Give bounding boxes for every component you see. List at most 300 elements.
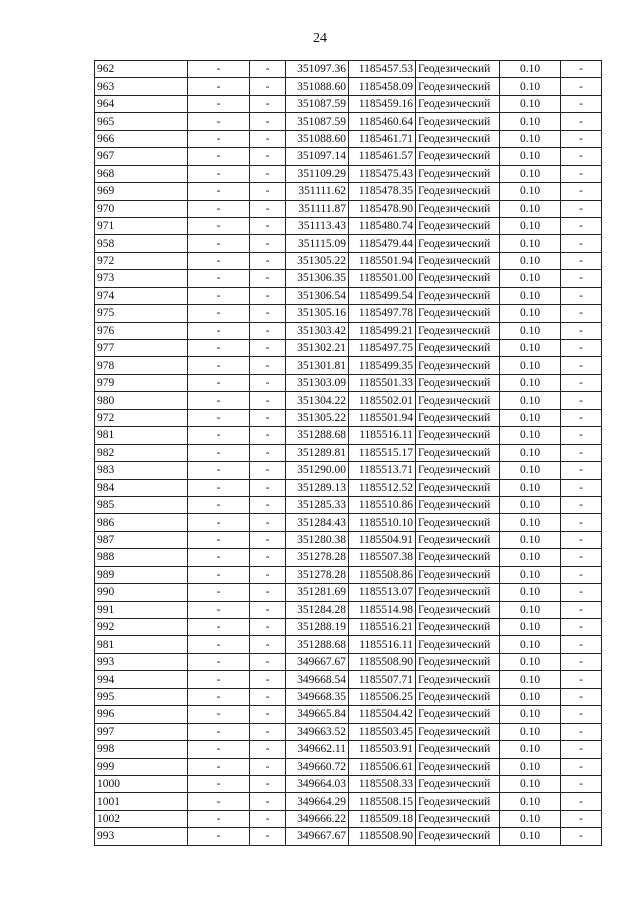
point-number-cell: 973 bbox=[95, 270, 188, 287]
dash-cell: - bbox=[188, 78, 250, 95]
dash-cell: - bbox=[561, 130, 602, 147]
dash-cell: - bbox=[188, 61, 250, 78]
x-coordinate-cell: 349666.22 bbox=[286, 810, 349, 827]
x-coordinate-cell: 351278.28 bbox=[286, 549, 349, 566]
x-coordinate-cell: 349668.54 bbox=[286, 671, 349, 688]
accuracy-cell: 0.10 bbox=[500, 165, 561, 182]
table-row bbox=[95, 252, 602, 269]
point-number-cell: 967 bbox=[95, 148, 188, 165]
method-cell: Геодезический bbox=[416, 270, 500, 287]
dash-cell: - bbox=[250, 444, 286, 461]
dash-cell: - bbox=[561, 514, 602, 531]
dash-cell: - bbox=[250, 706, 286, 723]
x-coordinate-cell: 351278.28 bbox=[286, 566, 349, 583]
dash-cell: - bbox=[188, 374, 250, 391]
dash-cell: - bbox=[188, 305, 250, 322]
accuracy-cell: 0.10 bbox=[500, 810, 561, 827]
dash-cell: - bbox=[188, 165, 250, 182]
point-number-cell: 963 bbox=[95, 78, 188, 95]
y-coordinate-cell: 1185503.45 bbox=[349, 723, 416, 740]
table-row bbox=[95, 758, 602, 775]
method-cell: Геодезический bbox=[416, 671, 500, 688]
dash-cell: - bbox=[561, 531, 602, 548]
y-coordinate-cell: 1185497.78 bbox=[349, 305, 416, 322]
accuracy-cell: 0.10 bbox=[500, 549, 561, 566]
dash-cell: - bbox=[561, 688, 602, 705]
accuracy-cell: 0.10 bbox=[500, 217, 561, 234]
dash-cell: - bbox=[561, 427, 602, 444]
accuracy-cell: 0.10 bbox=[500, 305, 561, 322]
method-cell: Геодезический bbox=[416, 427, 500, 444]
accuracy-cell: 0.10 bbox=[500, 409, 561, 426]
point-number-cell: 981 bbox=[95, 636, 188, 653]
dash-cell: - bbox=[561, 183, 602, 200]
dash-cell: - bbox=[250, 636, 286, 653]
dash-cell: - bbox=[561, 549, 602, 566]
dash-cell: - bbox=[250, 165, 286, 182]
method-cell: Геодезический bbox=[416, 322, 500, 339]
accuracy-cell: 0.10 bbox=[500, 584, 561, 601]
point-number-cell: 966 bbox=[95, 130, 188, 147]
method-cell: Геодезический bbox=[416, 462, 500, 479]
y-coordinate-cell: 1185507.38 bbox=[349, 549, 416, 566]
point-number-cell: 1000 bbox=[95, 775, 188, 792]
table-row bbox=[95, 200, 602, 217]
point-number-cell: 989 bbox=[95, 566, 188, 583]
x-coordinate-cell: 351284.43 bbox=[286, 514, 349, 531]
x-coordinate-cell: 349664.03 bbox=[286, 775, 349, 792]
method-cell: Геодезический bbox=[416, 601, 500, 618]
method-cell: Геодезический bbox=[416, 741, 500, 758]
table-row bbox=[95, 427, 602, 444]
dash-cell: - bbox=[250, 252, 286, 269]
accuracy-cell: 0.10 bbox=[500, 671, 561, 688]
point-number-cell: 983 bbox=[95, 462, 188, 479]
point-number-cell: 998 bbox=[95, 741, 188, 758]
table-row bbox=[95, 305, 602, 322]
dash-cell: - bbox=[250, 235, 286, 252]
dash-cell: - bbox=[188, 392, 250, 409]
dash-cell: - bbox=[188, 688, 250, 705]
dash-cell: - bbox=[561, 61, 602, 78]
x-coordinate-cell: 351303.42 bbox=[286, 322, 349, 339]
dash-cell: - bbox=[250, 462, 286, 479]
method-cell: Геодезический bbox=[416, 95, 500, 112]
accuracy-cell: 0.10 bbox=[500, 113, 561, 130]
method-cell: Геодезический bbox=[416, 183, 500, 200]
table-row bbox=[95, 723, 602, 740]
y-coordinate-cell: 1185508.90 bbox=[349, 828, 416, 845]
dash-cell: - bbox=[561, 305, 602, 322]
method-cell: Геодезический bbox=[416, 758, 500, 775]
dash-cell: - bbox=[188, 810, 250, 827]
point-number-cell: 962 bbox=[95, 61, 188, 78]
dash-cell: - bbox=[250, 130, 286, 147]
point-number-cell: 964 bbox=[95, 95, 188, 112]
dash-cell: - bbox=[188, 462, 250, 479]
point-number-cell: 979 bbox=[95, 374, 188, 391]
dash-cell: - bbox=[188, 130, 250, 147]
dash-cell: - bbox=[188, 723, 250, 740]
accuracy-cell: 0.10 bbox=[500, 252, 561, 269]
dash-cell: - bbox=[561, 479, 602, 496]
accuracy-cell: 0.10 bbox=[500, 130, 561, 147]
accuracy-cell: 0.10 bbox=[500, 636, 561, 653]
y-coordinate-cell: 1185504.91 bbox=[349, 531, 416, 548]
method-cell: Геодезический bbox=[416, 148, 500, 165]
method-cell: Геодезический bbox=[416, 810, 500, 827]
dash-cell: - bbox=[561, 828, 602, 845]
point-number-cell: 990 bbox=[95, 584, 188, 601]
accuracy-cell: 0.10 bbox=[500, 235, 561, 252]
point-number-cell: 980 bbox=[95, 392, 188, 409]
y-coordinate-cell: 1185501.94 bbox=[349, 252, 416, 269]
dash-cell: - bbox=[250, 374, 286, 391]
dash-cell: - bbox=[561, 671, 602, 688]
dash-cell: - bbox=[250, 653, 286, 670]
accuracy-cell: 0.10 bbox=[500, 270, 561, 287]
accuracy-cell: 0.10 bbox=[500, 706, 561, 723]
dash-cell: - bbox=[561, 619, 602, 636]
table-row bbox=[95, 322, 602, 339]
accuracy-cell: 0.10 bbox=[500, 741, 561, 758]
dash-cell: - bbox=[250, 566, 286, 583]
method-cell: Геодезический bbox=[416, 688, 500, 705]
point-number-cell: 984 bbox=[95, 479, 188, 496]
dash-cell: - bbox=[250, 95, 286, 112]
dash-cell: - bbox=[188, 793, 250, 810]
dash-cell: - bbox=[250, 531, 286, 548]
y-coordinate-cell: 1185478.90 bbox=[349, 200, 416, 217]
y-coordinate-cell: 1185501.00 bbox=[349, 270, 416, 287]
dash-cell: - bbox=[561, 113, 602, 130]
dash-cell: - bbox=[250, 828, 286, 845]
dash-cell: - bbox=[188, 444, 250, 461]
point-number-cell: 970 bbox=[95, 200, 188, 217]
x-coordinate-cell: 351088.60 bbox=[286, 130, 349, 147]
dash-cell: - bbox=[188, 357, 250, 374]
dash-cell: - bbox=[250, 270, 286, 287]
x-coordinate-cell: 351113.43 bbox=[286, 217, 349, 234]
accuracy-cell: 0.10 bbox=[500, 793, 561, 810]
y-coordinate-cell: 1185479.44 bbox=[349, 235, 416, 252]
accuracy-cell: 0.10 bbox=[500, 619, 561, 636]
dash-cell: - bbox=[561, 287, 602, 304]
y-coordinate-cell: 1185499.54 bbox=[349, 287, 416, 304]
y-coordinate-cell: 1185516.11 bbox=[349, 636, 416, 653]
method-cell: Геодезический bbox=[416, 444, 500, 461]
dash-cell: - bbox=[561, 374, 602, 391]
dash-cell: - bbox=[561, 444, 602, 461]
y-coordinate-cell: 1185502.01 bbox=[349, 392, 416, 409]
method-cell: Геодезический bbox=[416, 793, 500, 810]
dash-cell: - bbox=[188, 409, 250, 426]
dash-cell: - bbox=[561, 409, 602, 426]
accuracy-cell: 0.10 bbox=[500, 514, 561, 531]
dash-cell: - bbox=[188, 775, 250, 792]
dash-cell: - bbox=[250, 305, 286, 322]
point-number-cell: 969 bbox=[95, 183, 188, 200]
dash-cell: - bbox=[188, 601, 250, 618]
dash-cell: - bbox=[561, 741, 602, 758]
method-cell: Геодезический bbox=[416, 479, 500, 496]
dash-cell: - bbox=[561, 758, 602, 775]
x-coordinate-cell: 349667.67 bbox=[286, 828, 349, 845]
y-coordinate-cell: 1185503.91 bbox=[349, 741, 416, 758]
y-coordinate-cell: 1185509.18 bbox=[349, 810, 416, 827]
dash-cell: - bbox=[250, 148, 286, 165]
method-cell: Геодезический bbox=[416, 340, 500, 357]
method-cell: Геодезический bbox=[416, 828, 500, 845]
x-coordinate-cell: 351288.68 bbox=[286, 427, 349, 444]
dash-cell: - bbox=[250, 113, 286, 130]
dash-cell: - bbox=[561, 148, 602, 165]
point-number-cell: 965 bbox=[95, 113, 188, 130]
y-coordinate-cell: 1185461.71 bbox=[349, 130, 416, 147]
method-cell: Геодезический bbox=[416, 549, 500, 566]
accuracy-cell: 0.10 bbox=[500, 479, 561, 496]
point-number-cell: 972 bbox=[95, 252, 188, 269]
table-row bbox=[95, 340, 602, 357]
accuracy-cell: 0.10 bbox=[500, 183, 561, 200]
method-cell: Геодезический bbox=[416, 584, 500, 601]
y-coordinate-cell: 1185504.42 bbox=[349, 706, 416, 723]
method-cell: Геодезический bbox=[416, 653, 500, 670]
x-coordinate-cell: 351281.69 bbox=[286, 584, 349, 601]
point-number-cell: 995 bbox=[95, 688, 188, 705]
accuracy-cell: 0.10 bbox=[500, 287, 561, 304]
table-row bbox=[95, 601, 602, 618]
y-coordinate-cell: 1185515.17 bbox=[349, 444, 416, 461]
dash-cell: - bbox=[250, 775, 286, 792]
dash-cell: - bbox=[188, 287, 250, 304]
dash-cell: - bbox=[250, 78, 286, 95]
dash-cell: - bbox=[250, 61, 286, 78]
method-cell: Геодезический bbox=[416, 357, 500, 374]
y-coordinate-cell: 1185513.07 bbox=[349, 584, 416, 601]
dash-cell: - bbox=[250, 340, 286, 357]
point-number-cell: 976 bbox=[95, 322, 188, 339]
dash-cell: - bbox=[561, 775, 602, 792]
point-number-cell: 996 bbox=[95, 706, 188, 723]
y-coordinate-cell: 1185459.16 bbox=[349, 95, 416, 112]
dash-cell: - bbox=[188, 235, 250, 252]
dash-cell: - bbox=[561, 706, 602, 723]
point-number-cell: 987 bbox=[95, 531, 188, 548]
method-cell: Геодезический bbox=[416, 235, 500, 252]
dash-cell: - bbox=[250, 688, 286, 705]
x-coordinate-cell: 351285.33 bbox=[286, 496, 349, 513]
table-row bbox=[95, 130, 602, 147]
x-coordinate-cell: 351305.16 bbox=[286, 305, 349, 322]
dash-cell: - bbox=[561, 165, 602, 182]
coordinates-table bbox=[94, 60, 602, 846]
dash-cell: - bbox=[188, 758, 250, 775]
y-coordinate-cell: 1185501.33 bbox=[349, 374, 416, 391]
dash-cell: - bbox=[250, 200, 286, 217]
dash-cell: - bbox=[188, 636, 250, 653]
y-coordinate-cell: 1185514.98 bbox=[349, 601, 416, 618]
dash-cell: - bbox=[188, 514, 250, 531]
x-coordinate-cell: 351111.62 bbox=[286, 183, 349, 200]
y-coordinate-cell: 1185510.86 bbox=[349, 496, 416, 513]
x-coordinate-cell: 351087.59 bbox=[286, 95, 349, 112]
dash-cell: - bbox=[188, 741, 250, 758]
dash-cell: - bbox=[188, 828, 250, 845]
x-coordinate-cell: 351111.87 bbox=[286, 200, 349, 217]
dash-cell: - bbox=[561, 252, 602, 269]
dash-cell: - bbox=[250, 671, 286, 688]
dash-cell: - bbox=[561, 78, 602, 95]
y-coordinate-cell: 1185508.15 bbox=[349, 793, 416, 810]
accuracy-cell: 0.10 bbox=[500, 444, 561, 461]
y-coordinate-cell: 1185460.64 bbox=[349, 113, 416, 130]
table-row bbox=[95, 741, 602, 758]
x-coordinate-cell: 351097.36 bbox=[286, 61, 349, 78]
x-coordinate-cell: 351303.09 bbox=[286, 374, 349, 391]
x-coordinate-cell: 349660.72 bbox=[286, 758, 349, 775]
dash-cell: - bbox=[188, 549, 250, 566]
dash-cell: - bbox=[561, 584, 602, 601]
dash-cell: - bbox=[561, 357, 602, 374]
dash-cell: - bbox=[250, 758, 286, 775]
method-cell: Геодезический bbox=[416, 305, 500, 322]
dash-cell: - bbox=[250, 514, 286, 531]
table-row bbox=[95, 584, 602, 601]
dash-cell: - bbox=[561, 566, 602, 583]
accuracy-cell: 0.10 bbox=[500, 95, 561, 112]
table-row bbox=[95, 566, 602, 583]
table-row bbox=[95, 392, 602, 409]
y-coordinate-cell: 1185478.35 bbox=[349, 183, 416, 200]
point-number-cell: 982 bbox=[95, 444, 188, 461]
table-row bbox=[95, 270, 602, 287]
y-coordinate-cell: 1185457.53 bbox=[349, 61, 416, 78]
point-number-cell: 971 bbox=[95, 217, 188, 234]
x-coordinate-cell: 351288.68 bbox=[286, 636, 349, 653]
table-row bbox=[95, 671, 602, 688]
x-coordinate-cell: 349665.84 bbox=[286, 706, 349, 723]
x-coordinate-cell: 351304.22 bbox=[286, 392, 349, 409]
accuracy-cell: 0.10 bbox=[500, 688, 561, 705]
dash-cell: - bbox=[561, 653, 602, 670]
accuracy-cell: 0.10 bbox=[500, 828, 561, 845]
y-coordinate-cell: 1185499.35 bbox=[349, 357, 416, 374]
y-coordinate-cell: 1185510.10 bbox=[349, 514, 416, 531]
dash-cell: - bbox=[188, 653, 250, 670]
dash-cell: - bbox=[561, 793, 602, 810]
table-row bbox=[95, 462, 602, 479]
x-coordinate-cell: 351290.00 bbox=[286, 462, 349, 479]
dash-cell: - bbox=[188, 113, 250, 130]
y-coordinate-cell: 1185480.74 bbox=[349, 217, 416, 234]
y-coordinate-cell: 1185513.71 bbox=[349, 462, 416, 479]
dash-cell: - bbox=[250, 793, 286, 810]
x-coordinate-cell: 351306.54 bbox=[286, 287, 349, 304]
point-number-cell: 999 bbox=[95, 758, 188, 775]
dash-cell: - bbox=[561, 601, 602, 618]
dash-cell: - bbox=[250, 810, 286, 827]
y-coordinate-cell: 1185506.25 bbox=[349, 688, 416, 705]
table-row bbox=[95, 113, 602, 130]
table-row bbox=[95, 688, 602, 705]
method-cell: Геодезический bbox=[416, 287, 500, 304]
point-number-cell: 993 bbox=[95, 653, 188, 670]
method-cell: Геодезический bbox=[416, 706, 500, 723]
point-number-cell: 988 bbox=[95, 549, 188, 566]
dash-cell: - bbox=[561, 340, 602, 357]
x-coordinate-cell: 351289.13 bbox=[286, 479, 349, 496]
dash-cell: - bbox=[188, 270, 250, 287]
table-row bbox=[95, 775, 602, 792]
dash-cell: - bbox=[250, 427, 286, 444]
point-number-cell: 972 bbox=[95, 409, 188, 426]
x-coordinate-cell: 351305.22 bbox=[286, 252, 349, 269]
method-cell: Геодезический bbox=[416, 200, 500, 217]
point-number-cell: 994 bbox=[95, 671, 188, 688]
y-coordinate-cell: 1185458.09 bbox=[349, 78, 416, 95]
dash-cell: - bbox=[561, 462, 602, 479]
method-cell: Геодезический bbox=[416, 252, 500, 269]
dash-cell: - bbox=[250, 183, 286, 200]
table-row bbox=[95, 287, 602, 304]
accuracy-cell: 0.10 bbox=[500, 61, 561, 78]
x-coordinate-cell: 351301.81 bbox=[286, 357, 349, 374]
point-number-cell: 997 bbox=[95, 723, 188, 740]
y-coordinate-cell: 1185461.57 bbox=[349, 148, 416, 165]
table-row bbox=[95, 374, 602, 391]
table-row bbox=[95, 828, 602, 845]
table-row bbox=[95, 357, 602, 374]
accuracy-cell: 0.10 bbox=[500, 200, 561, 217]
page-number: 24 bbox=[313, 31, 327, 46]
dash-cell: - bbox=[561, 217, 602, 234]
point-number-cell: 1001 bbox=[95, 793, 188, 810]
dash-cell: - bbox=[188, 340, 250, 357]
dash-cell: - bbox=[250, 619, 286, 636]
point-number-cell: 958 bbox=[95, 235, 188, 252]
dash-cell: - bbox=[561, 810, 602, 827]
point-number-cell: 1002 bbox=[95, 810, 188, 827]
x-coordinate-cell: 351305.22 bbox=[286, 409, 349, 426]
dash-cell: - bbox=[250, 322, 286, 339]
table-row bbox=[95, 619, 602, 636]
y-coordinate-cell: 1185501.94 bbox=[349, 409, 416, 426]
accuracy-cell: 0.10 bbox=[500, 775, 561, 792]
dash-cell: - bbox=[561, 200, 602, 217]
dash-cell: - bbox=[188, 95, 250, 112]
table-row bbox=[95, 444, 602, 461]
table-row bbox=[95, 810, 602, 827]
table-row bbox=[95, 531, 602, 548]
point-number-cell: 978 bbox=[95, 357, 188, 374]
accuracy-cell: 0.10 bbox=[500, 78, 561, 95]
dash-cell: - bbox=[250, 584, 286, 601]
dash-cell: - bbox=[188, 706, 250, 723]
accuracy-cell: 0.10 bbox=[500, 758, 561, 775]
dash-cell: - bbox=[188, 322, 250, 339]
accuracy-cell: 0.10 bbox=[500, 653, 561, 670]
dash-cell: - bbox=[561, 636, 602, 653]
table-row bbox=[95, 183, 602, 200]
table-row bbox=[95, 235, 602, 252]
table-row bbox=[95, 479, 602, 496]
method-cell: Геодезический bbox=[416, 531, 500, 548]
accuracy-cell: 0.10 bbox=[500, 148, 561, 165]
accuracy-cell: 0.10 bbox=[500, 531, 561, 548]
accuracy-cell: 0.10 bbox=[500, 566, 561, 583]
method-cell: Геодезический bbox=[416, 392, 500, 409]
